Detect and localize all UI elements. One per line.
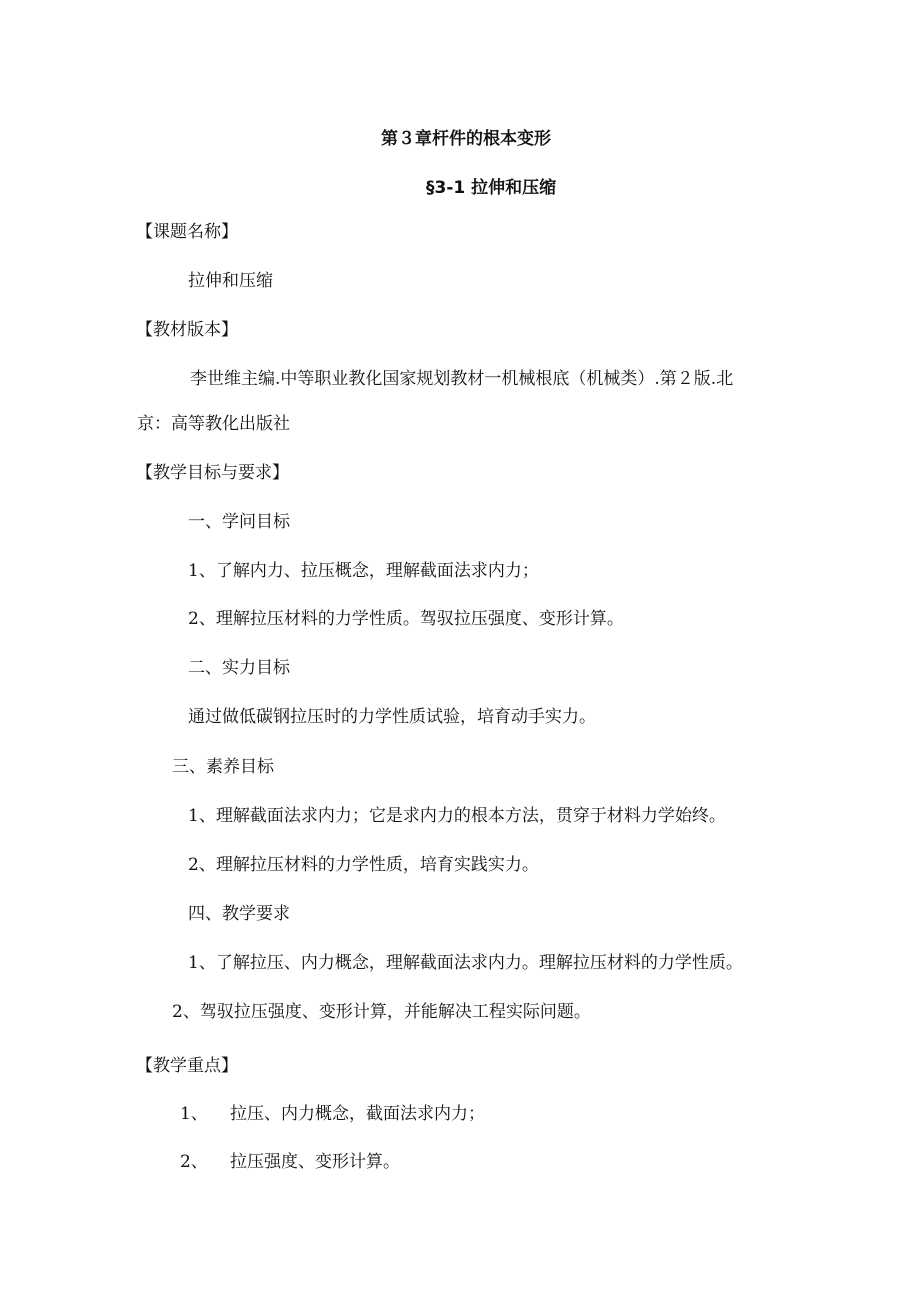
- textbook-line-1: 李世维主编.中等职业教化国家规划教材一机械根底（机械类）.第２版.北: [190, 369, 734, 389]
- key-point-text: 拉压强度、变形计算。: [230, 1152, 400, 1172]
- requirements-item: 2、驾驭拉压强度、变形计算，并能解决工程实际问题。: [172, 1002, 591, 1022]
- course-name-heading: 【课题名称】: [136, 222, 238, 242]
- chapter-title: 第３章杆件的根本变形: [381, 129, 551, 149]
- textbook-line-2: 京：高等教化出版社: [137, 414, 290, 434]
- quality-item: 2、理解拉压材料的力学性质，培育实践实力。: [188, 855, 539, 875]
- key-points-heading: 【教学重点】: [136, 1056, 238, 1076]
- textbook-heading: 【教材版本】: [136, 320, 238, 340]
- course-name-text: 拉伸和压缩: [188, 271, 273, 291]
- knowledge-item: 1、了解内力、拉压概念，理解截面法求内力；: [188, 561, 539, 581]
- knowledge-item: 2、理解拉压材料的力学性质。驾驭拉压强度、变形计算。: [188, 609, 624, 629]
- section-title: §3-1 拉伸和压缩: [426, 178, 557, 198]
- knowledge-heading: 一、学问目标: [188, 512, 290, 532]
- quality-heading: 三、素养目标: [172, 757, 274, 777]
- quality-item: 1、理解截面法求内力；它是求内力的根本方法，贯穿于材料力学始终。: [188, 806, 726, 826]
- key-point-number: 2、: [180, 1152, 208, 1172]
- objectives-heading: 【教学目标与要求】: [136, 463, 289, 483]
- key-point-number: 1、: [180, 1104, 208, 1124]
- ability-heading: 二、实力目标: [188, 658, 290, 678]
- key-point-text: 拉压、内力概念，截面法求内力；: [230, 1104, 485, 1124]
- requirements-item: 1、了解拉压、内力概念，理解截面法求内力。理解拉压材料的力学性质。: [188, 953, 743, 973]
- requirements-heading: 四、教学要求: [188, 904, 290, 924]
- ability-text: 通过做低碳钢拉压时的力学性质试验，培育动手实力。: [188, 707, 596, 727]
